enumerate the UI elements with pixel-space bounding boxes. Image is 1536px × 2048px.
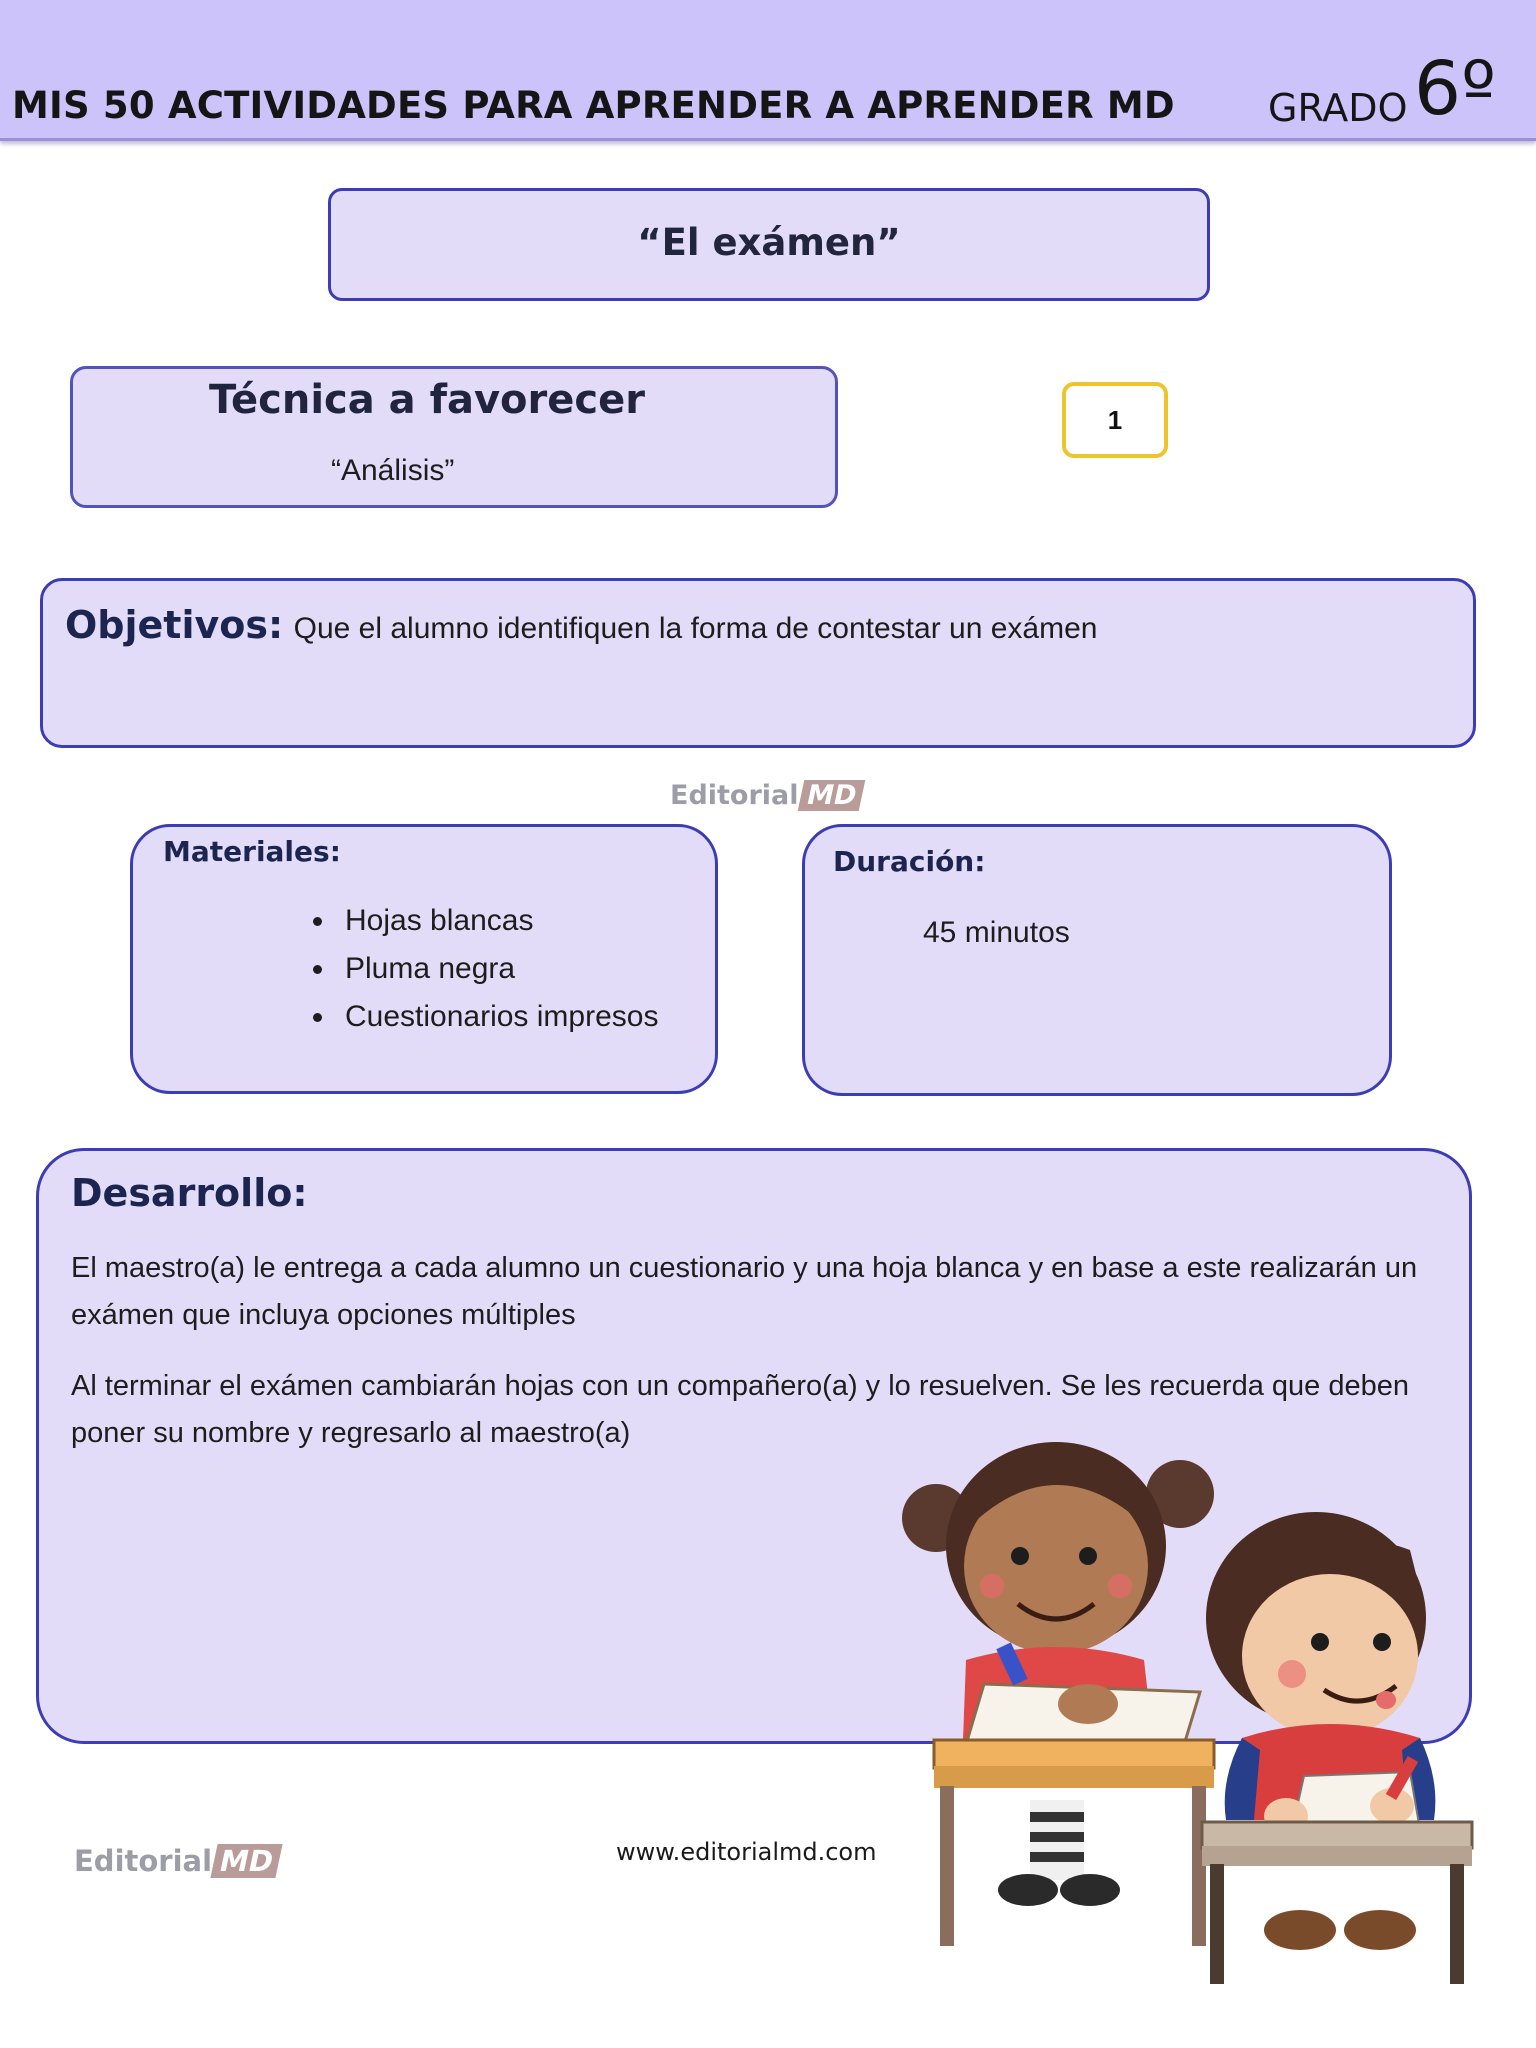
list-item: • Hojas blancas	[337, 897, 697, 945]
activity-title-box	[328, 188, 1210, 301]
logo-brand-text: Editorial	[74, 1844, 213, 1878]
boy-student-figure	[1206, 1512, 1435, 1950]
logo-brand-text: Editorial	[670, 780, 799, 811]
objetivos-label: Objetivos:	[65, 603, 284, 647]
tecnica-value: “Análisis”	[331, 454, 455, 487]
activity-number-badge: 1	[1062, 382, 1168, 458]
grade-value: 6º	[1414, 46, 1496, 132]
tecnica-box	[70, 366, 838, 508]
materiales-list	[301, 897, 697, 1041]
students-illustration	[880, 1420, 1500, 1988]
series-title: MIS 50 ACTIVIDADES PARA APRENDER A APRENDER MD	[12, 84, 1175, 127]
duracion-heading: Duración:	[833, 845, 986, 878]
materiales-box	[130, 824, 718, 1094]
grade-label: GRADO	[1268, 86, 1408, 130]
materiales-heading: Materiales:	[163, 835, 341, 868]
footer-logo	[74, 1844, 279, 1878]
right-desk	[1202, 1822, 1472, 1984]
objetivos-line	[65, 603, 1097, 647]
duracion-value: 45 minutos	[923, 916, 1070, 949]
list-item: • Pluma negra	[337, 945, 697, 993]
list-item: • Cuestionarios impresos	[337, 993, 697, 1041]
tecnica-heading: Técnica a favorecer	[209, 377, 645, 423]
footer-website: www.editorialmd.com	[616, 1838, 877, 1866]
desarrollo-paragraph: Al terminar el exámen cambiarán hojas con un compañero(a) y lo resuelven. Se les recuerda que deben poner su nombre y regresarlo al maestro(a)	[71, 1370, 1409, 1449]
objetivos-box	[40, 578, 1476, 748]
logo-md-mark: MD	[210, 1844, 282, 1878]
logo-md-mark: MD	[797, 780, 865, 811]
duracion-box	[802, 824, 1392, 1096]
desarrollo-paragraph: El maestro(a) le entrega a cada alumno un cuestionario y una hoja blanca y en base a este realizarán un exámen que incluya opciones múltiples	[71, 1252, 1418, 1331]
page-header	[0, 0, 1536, 141]
editorial-md-logo	[670, 780, 862, 811]
objetivos-text: Que el alumno identifiquen la forma de contestar un exámen	[293, 612, 1098, 645]
activity-title: “El exámen”	[637, 221, 901, 264]
desarrollo-heading: Desarrollo:	[71, 1171, 308, 1215]
